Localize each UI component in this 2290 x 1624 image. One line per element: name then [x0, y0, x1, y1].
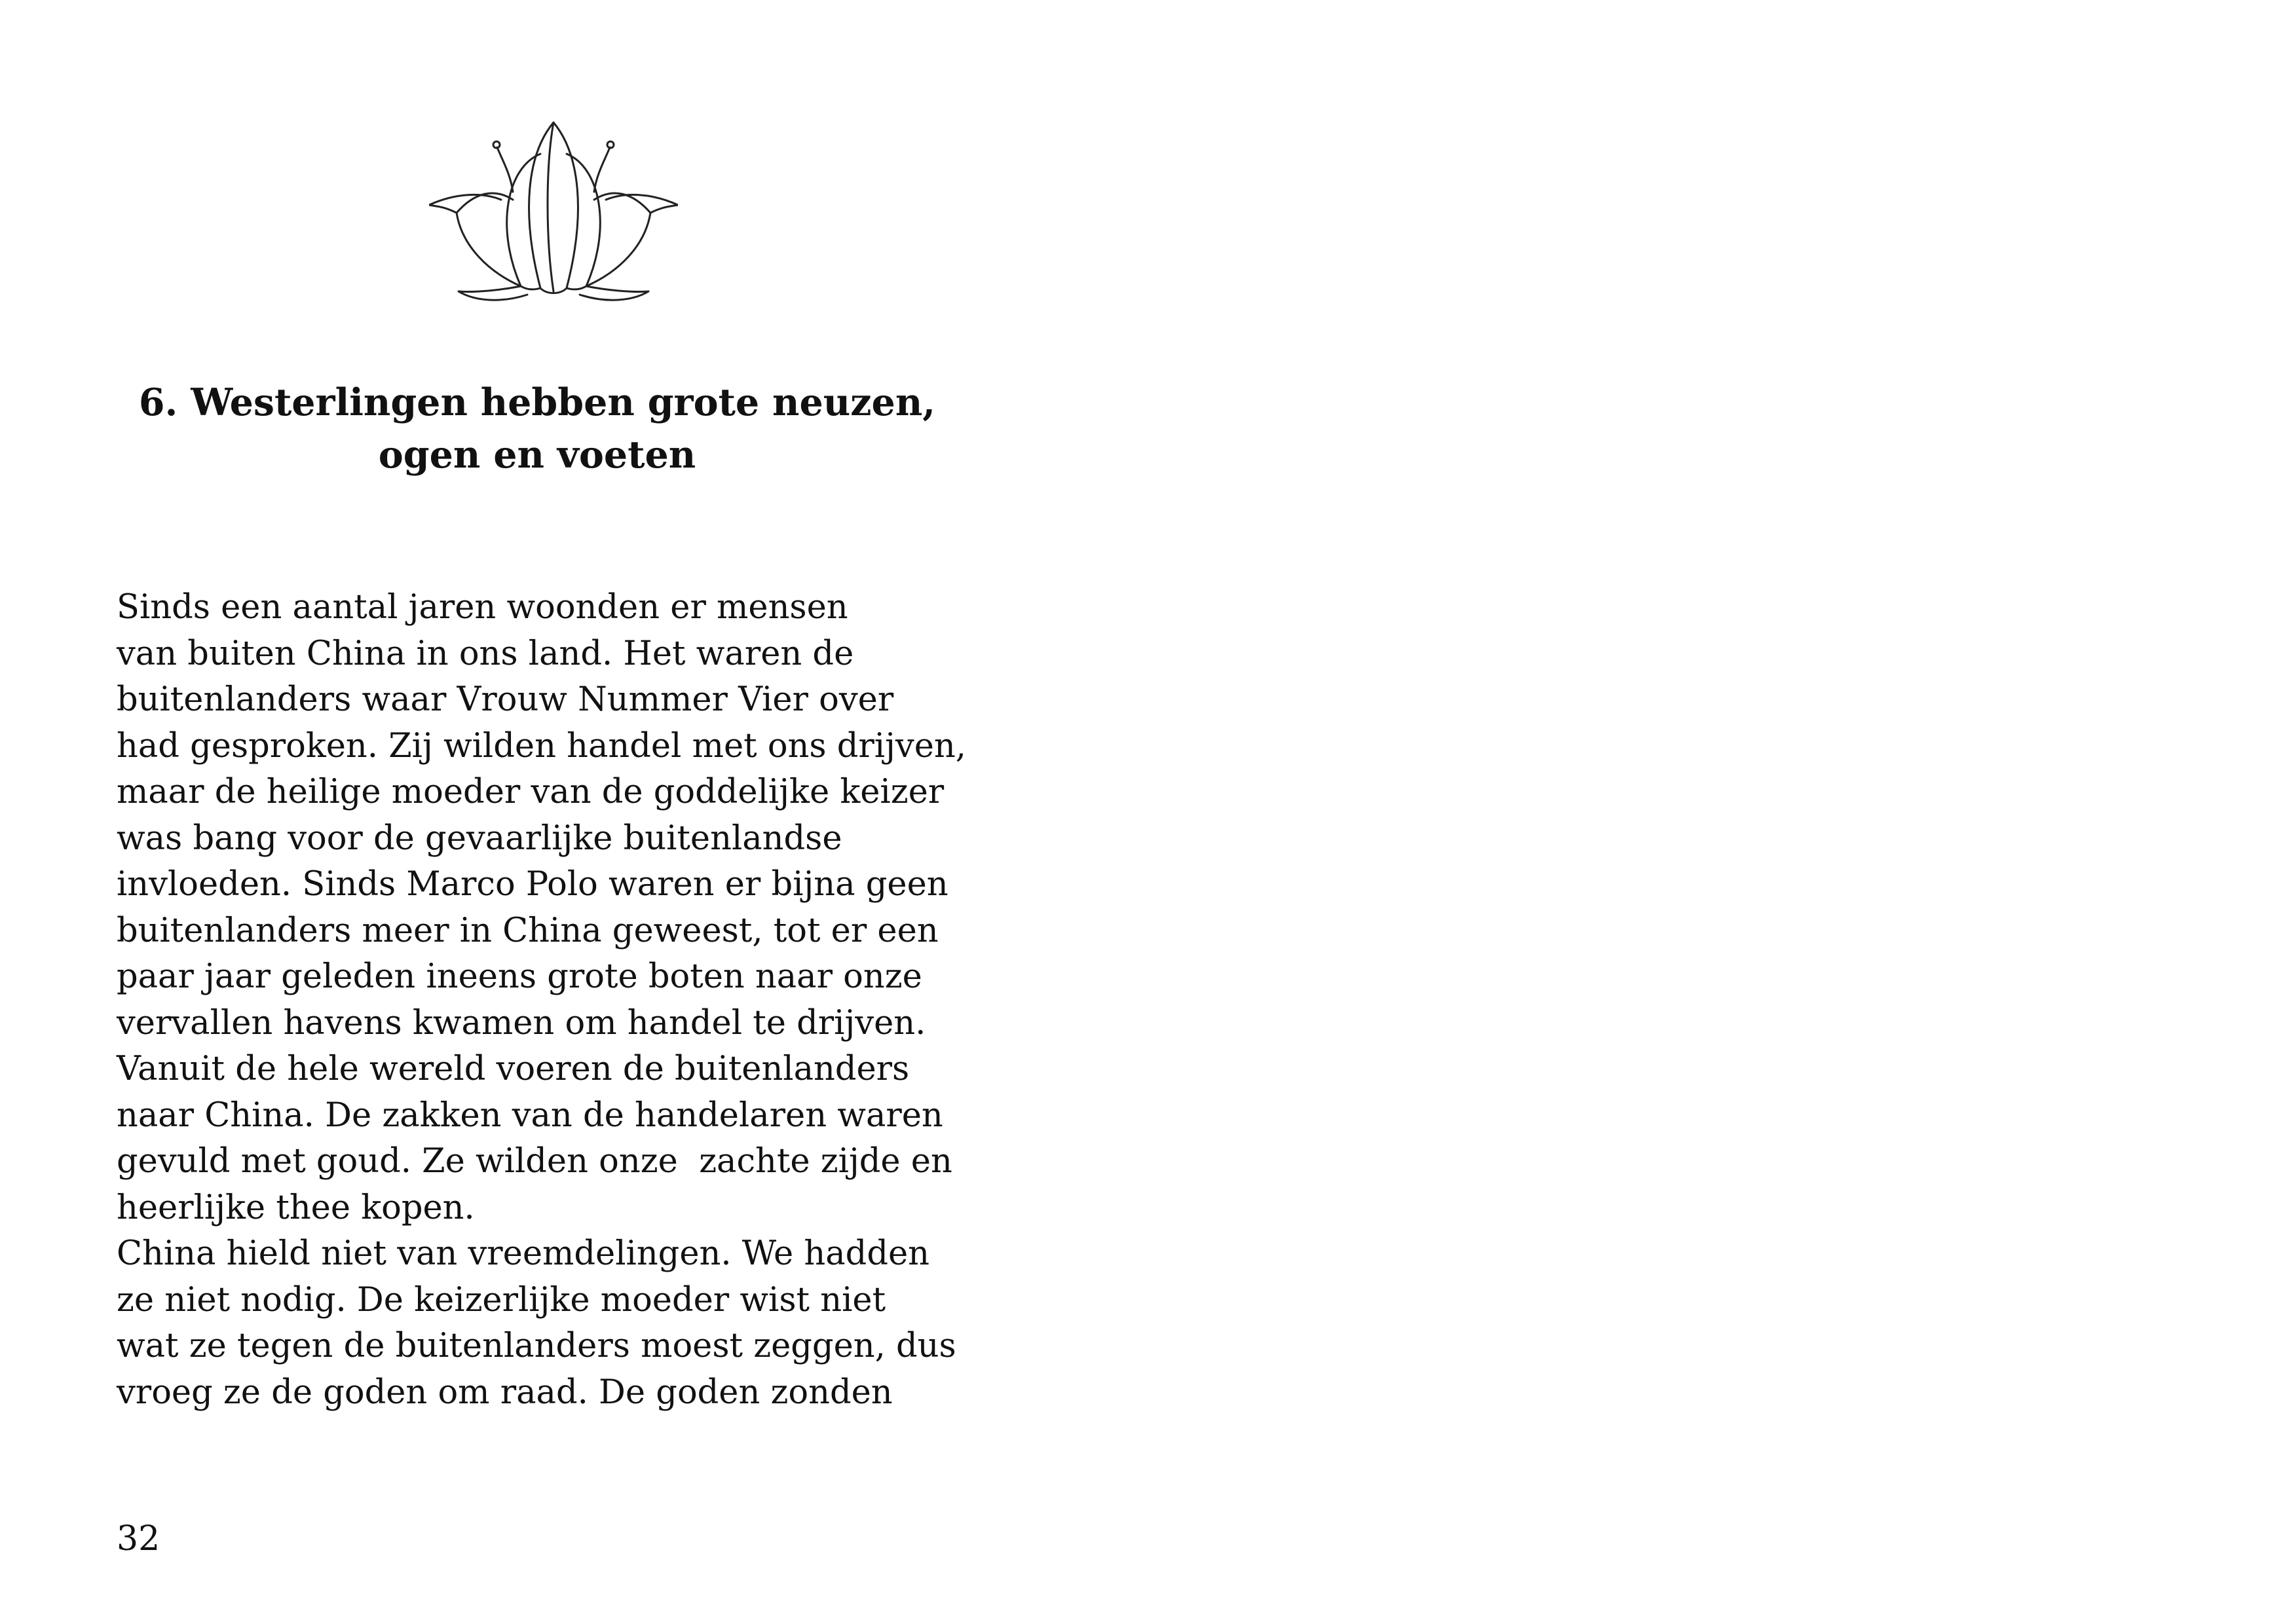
body-line: was bang voor de gevaarlijke buitenlandse: [117, 819, 842, 858]
body-line: invloeden. Sinds Marco Polo waren er bijna geen: [117, 865, 948, 904]
body-line: maar de heilige moeder van de goddelijke keizer: [117, 773, 945, 811]
body-line: Sinds een aantal jaren woonden er mensen: [117, 588, 848, 627]
body-line: Vanuit de hele wereld voeren de buitenlanders: [117, 1050, 910, 1088]
body-line: buitenlanders waar Vrouw Nummer Vier over: [117, 680, 894, 719]
page-number-left: 32: [117, 1519, 160, 1559]
body-line: vroeg ze de goden om raad. De goden zonden: [117, 1373, 893, 1412]
body-line: gevuld met goud. Ze wilden onze zachte zijde en: [117, 1142, 952, 1181]
body-line: China hield niet van vreemdelingen. We hadden: [117, 1234, 930, 1273]
right-page: [1145, 0, 2290, 1624]
lotus-flower-icon: [429, 115, 678, 311]
chapter-title: [118, 377, 956, 481]
body-line: wat ze tegen de buitenlanders moest zeggen, dus: [117, 1327, 956, 1365]
body-line: paar jaar geleden ineens grote boten naar onze: [117, 957, 922, 996]
body-line: buitenlanders meer in China geweest, tot er een: [117, 911, 939, 950]
body-text: [117, 585, 1034, 1416]
body-line: naar China. De zakken van de handelaren waren: [117, 1096, 943, 1135]
chapter-title-line: ogen en voeten: [378, 433, 696, 477]
body-line: vervallen havens kwamen om handel te drijven.: [117, 1003, 926, 1043]
body-line: ze niet nodig. De keizerlijke moeder wist niet: [117, 1280, 886, 1320]
body-line: had gesproken. Zij wilden handel met ons drijven,: [117, 726, 966, 766]
body-line: heerlijke thee kopen.: [117, 1188, 475, 1227]
chapter-title-line: 6. Westerlingen hebben grote neuzen,: [138, 380, 936, 424]
body-line: van buiten China in ons land. Het waren de: [117, 634, 854, 673]
